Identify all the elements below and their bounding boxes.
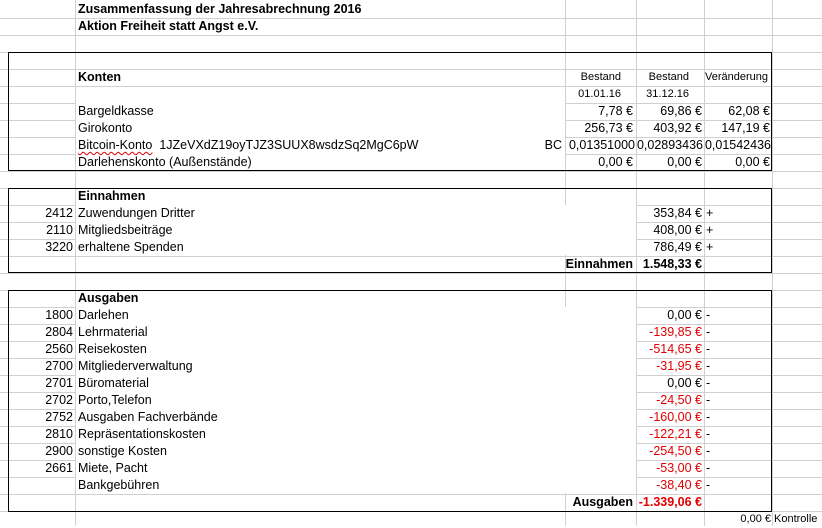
expense-label: sonstige Kosten: [78, 444, 167, 458]
account-code: 2560: [45, 342, 73, 356]
einnahmen-header: Einnahmen: [78, 189, 146, 203]
date-start: 01.01.16: [578, 88, 621, 100]
expense-amount: -139,85 €: [649, 325, 702, 339]
account-code: 2700: [45, 359, 73, 373]
kontrolle-value: 0,00 €: [740, 513, 771, 525]
konto-end: 0,02893436: [636, 138, 703, 152]
expense-amount: -24,50 €: [656, 393, 702, 407]
kontrolle-label: Kontrolle: [774, 513, 818, 525]
expense-amount: -53,00 €: [656, 461, 702, 475]
bitcoin-unit: BC: [544, 138, 562, 152]
expense-amount: -122,21 €: [649, 427, 702, 441]
konto-label: Bargeldkasse: [78, 104, 154, 118]
expense-sign: -: [706, 308, 711, 322]
expense-amount: -160,00 €: [649, 410, 702, 424]
account-code: 2810: [45, 427, 73, 441]
income-sign: +: [706, 223, 714, 237]
income-label: erhaltene Spenden: [78, 240, 184, 254]
ausgaben-header: Ausgaben: [78, 291, 139, 305]
grid-row-line: [0, 171, 822, 172]
income-amount: 786,49 €: [653, 240, 702, 254]
expense-label: Repräsentationskosten: [78, 427, 206, 441]
expense-sign: -: [706, 359, 711, 373]
expense-label: Miete, Pacht: [78, 461, 148, 475]
expense-label: Ausgaben Fachverbände: [78, 410, 218, 424]
konto-end: 69,86 €: [660, 104, 702, 118]
expense-sign: -: [706, 342, 711, 356]
expense-sign: -: [706, 410, 711, 424]
account-code: 2900: [45, 444, 73, 458]
expense-amount: -31,95 €: [656, 359, 702, 373]
account-code: 1800: [45, 308, 73, 322]
grid-column-line: [772, 0, 773, 526]
expense-amount: 0,00 €: [667, 376, 702, 390]
expense-label: Reisekosten: [78, 342, 147, 356]
konto-start: 7,78 €: [598, 104, 633, 118]
expense-sign: -: [706, 393, 711, 407]
account-code: 2701: [45, 376, 73, 390]
expense-label: Porto,Telefon: [78, 393, 152, 407]
income-label: Zuwendungen Dritter: [78, 206, 195, 220]
konto-change: 147,19 €: [721, 121, 770, 135]
grid-row-line: [0, 273, 822, 274]
expense-sign: -: [706, 461, 711, 475]
ausgaben-total: -1.339,06 €: [638, 495, 702, 509]
col-bestand-end: Bestand: [648, 71, 689, 83]
account-code: 2412: [45, 206, 73, 220]
konto-change: 0,01542436: [704, 138, 771, 152]
account-code: 2702: [45, 393, 73, 407]
expense-sign: -: [706, 478, 711, 492]
account-code: [10, 477, 73, 494]
konto-label: Darlehenskonto (Außenstände): [78, 155, 252, 169]
report-title: Zusammenfassung der Jahresabrechnung 2016: [78, 2, 362, 16]
expense-amount: -514,65 €: [649, 342, 702, 356]
income-label: Mitgliedsbeiträge: [78, 223, 173, 237]
expense-amount: -38,40 €: [656, 478, 702, 492]
konto-change: 62,08 €: [728, 104, 770, 118]
col-change: Veränderung: [705, 71, 768, 83]
income-sign: +: [706, 206, 714, 220]
expense-label: Bankgebühren: [78, 478, 160, 492]
expense-amount: 0,00 €: [667, 308, 702, 322]
konto-start: 256,73 €: [584, 121, 633, 135]
expense-label: Darlehen: [78, 308, 129, 322]
einnahmen-total-label: Einnahmen: [565, 257, 633, 271]
ausgaben-total-label: Ausgaben: [572, 495, 633, 509]
einnahmen-total: 1.548,33 €: [642, 257, 702, 271]
account-code: 3220: [45, 240, 73, 254]
bitcoin-label: Bitcoin-Konto: [78, 138, 153, 152]
expense-amount: -254,50 €: [649, 444, 702, 458]
account-code: 2661: [45, 461, 73, 475]
col-bestand-start: Bestand: [580, 71, 621, 83]
konto-end: 0,00 €: [667, 155, 702, 169]
income-amount: 408,00 €: [653, 223, 702, 237]
expense-sign: -: [706, 427, 711, 441]
konto-start: 0,00 €: [598, 155, 633, 169]
konto-change: 0,00 €: [735, 155, 770, 169]
konten-header: Konten: [78, 70, 122, 84]
income-sign: +: [706, 240, 714, 254]
account-code: 2804: [45, 325, 73, 339]
grid-row-line: [0, 35, 822, 36]
expense-label: Lehrmaterial: [78, 325, 148, 339]
expense-label: Mitgliederverwaltung: [78, 359, 193, 373]
expense-sign: -: [706, 325, 711, 339]
organization-name: Aktion Freiheit statt Angst e.V.: [78, 19, 259, 33]
expense-sign: -: [706, 444, 711, 458]
bitcoin-address: 1JZeVXdZ19oyTJZ3SUUX8wsdzSq2MgC6pW: [159, 138, 419, 152]
konto-label: [78, 137, 418, 154]
account-code: 2110: [46, 223, 73, 237]
account-code: 2752: [45, 410, 73, 424]
date-end: 31.12.16: [646, 88, 689, 100]
income-amount: 353,84 €: [653, 206, 702, 220]
konto-start: 0,01351000: [568, 138, 635, 152]
konto-end: 403,92 €: [653, 121, 702, 135]
expense-label: Büromaterial: [78, 376, 149, 390]
konto-label: Girokonto: [78, 121, 133, 135]
expense-sign: -: [706, 376, 711, 390]
